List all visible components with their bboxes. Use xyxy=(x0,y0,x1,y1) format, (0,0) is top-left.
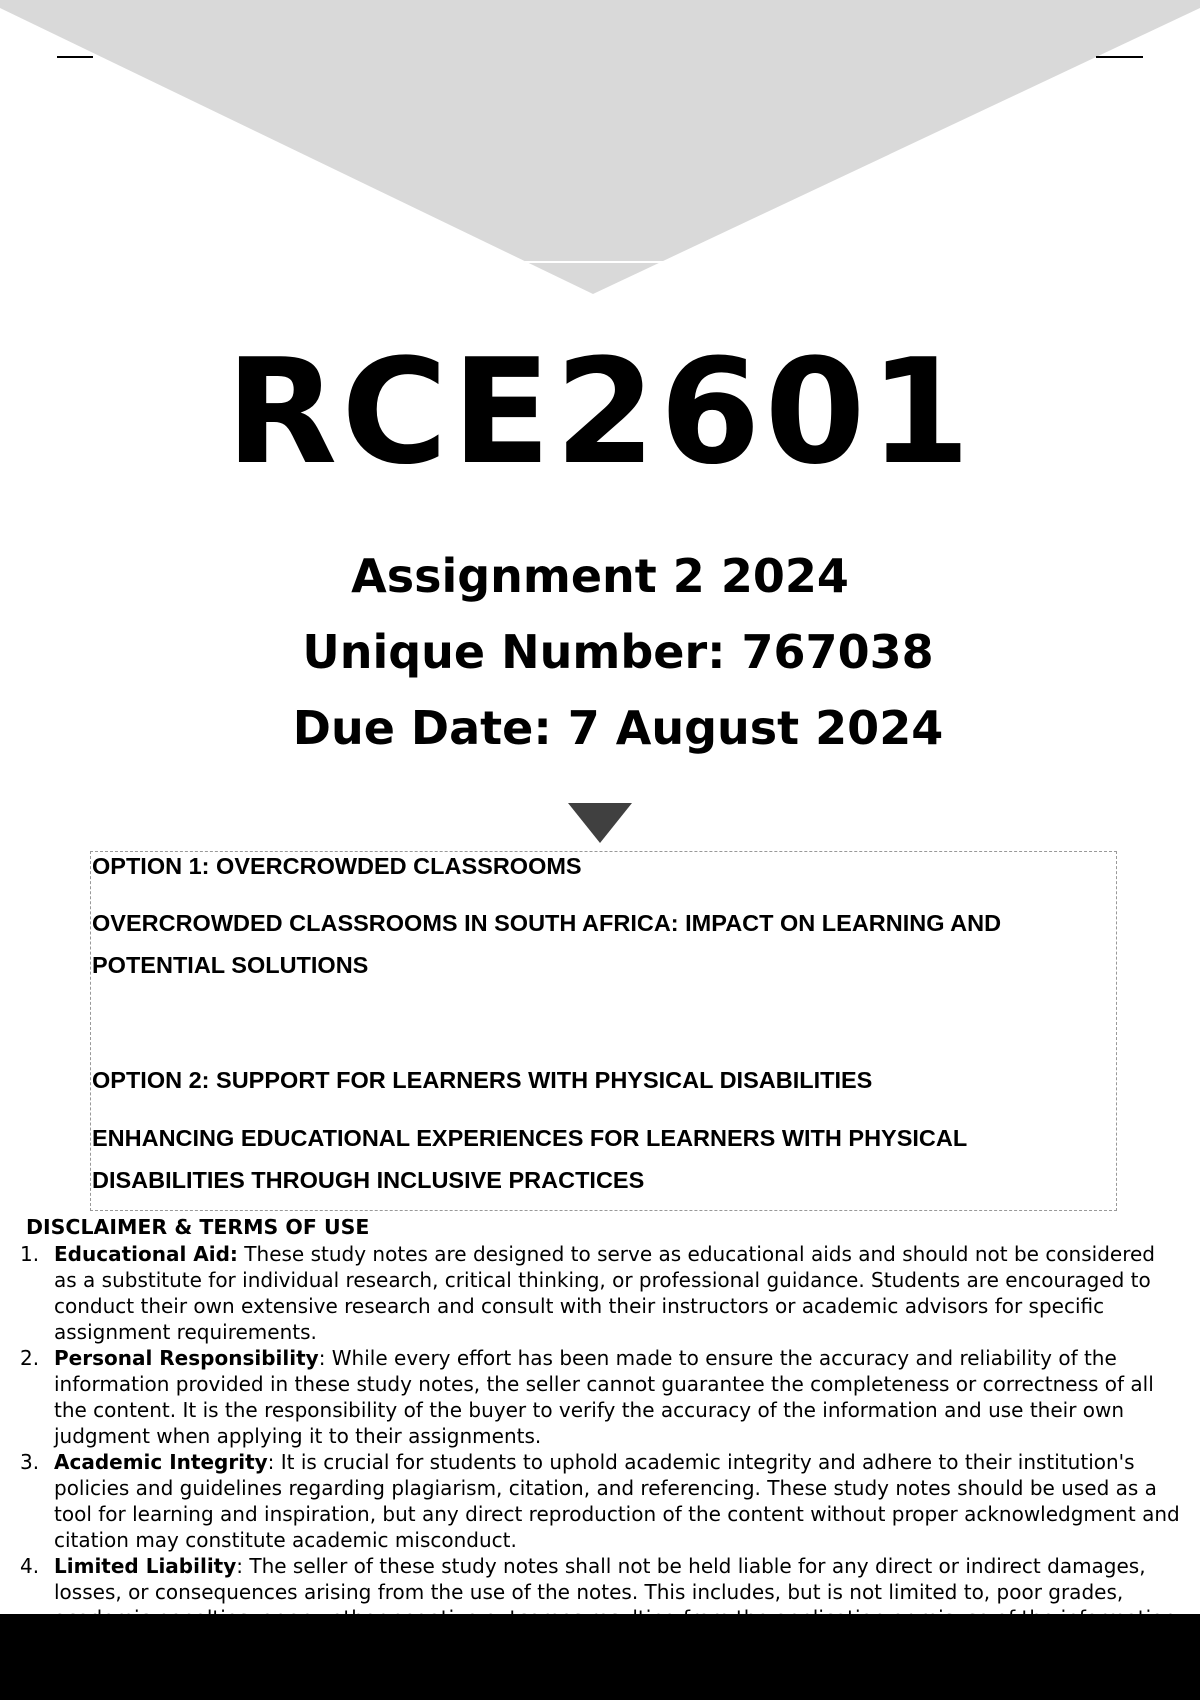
disclaimer-item-personal-responsibility xyxy=(0,1345,1200,1449)
option1-title-line1: OVERCROWDED CLASSROOMS IN SOUTH AFRICA: IMPACT ON LEARNING AND xyxy=(92,910,1002,936)
disclaimer-list xyxy=(0,1241,1200,1631)
list-number: 4. xyxy=(20,1554,40,1578)
header-rule-left xyxy=(57,56,93,58)
list-number: 1. xyxy=(20,1242,40,1266)
option2-title-line1: ENHANCING EDUCATIONAL EXPERIENCES FOR LEARNERS WITH PHYSICAL xyxy=(92,1125,968,1151)
options-box xyxy=(90,851,1117,1211)
disclaimer-item-educational-aid xyxy=(0,1241,1200,1345)
course-code-title: RCE2601 xyxy=(225,328,975,497)
due-date-label: Due Date: 7 August 2024 xyxy=(292,701,944,755)
disclaimer-term: Personal Responsibility xyxy=(54,1346,319,1370)
header-rule-right xyxy=(1096,56,1143,58)
bottom-black-bar xyxy=(0,1614,1200,1700)
disclaimer-term: Limited Liability xyxy=(54,1554,237,1578)
cover-chevron-banner xyxy=(0,0,1200,300)
option2-title-line2: DISABILITIES THROUGH INCLUSIVE PRACTICES xyxy=(92,1167,645,1193)
list-number: 3. xyxy=(20,1450,40,1474)
down-triangle-icon xyxy=(568,803,632,843)
disclaimer-title: DISCLAIMER & TERMS OF USE xyxy=(26,1215,370,1239)
disclaimer-text: : It is crucial for students to uphold academic integrity and adhere to their institution's policies and guidelines regarding plagiarism, citation, and referencing. These study notes should be used as a tool for learning and inspiration, but any direct reproduction of the content without proper acknowledgment and citation may constitute academic misconduct. xyxy=(54,1450,1180,1552)
assignment-label: Assignment 2 2024 xyxy=(351,549,849,603)
unique-number-label: Unique Number: 767038 xyxy=(302,625,934,679)
disclaimer-text: : The seller of these study notes shall not be held liable for any direct or indirect damages, losses, or consequences arising from the use of the notes. This includes, but is not limited to, poor grades, xyxy=(54,1554,1146,1604)
disclaimer-item-academic-integrity xyxy=(0,1449,1200,1553)
list-number: 2. xyxy=(20,1346,40,1370)
disclaimer-term: Educational Aid: xyxy=(54,1242,238,1266)
disclaimer-term: Academic Integrity xyxy=(54,1450,268,1474)
disclaimer-text: These study notes are designed to serve as educational aids and should not be considered as a substitute for individual research, critical thinking, or professional guidance. Students are encouraged to conduct their own extensive research and consult with their instructors or academic advisors for specific assignment requirements. xyxy=(54,1242,1155,1344)
option1-heading: OPTION 1: OVERCROWDED CLASSROOMS xyxy=(92,853,582,879)
option1-title-line2: POTENTIAL SOLUTIONS xyxy=(92,952,369,978)
option2-heading: OPTION 2: SUPPORT FOR LEARNERS WITH PHYSICAL DISABILITIES xyxy=(92,1067,873,1093)
disclaimer-text: : While every effort has been made to ensure the accuracy and reliability of the information provided in these study notes, the seller cannot guarantee the completeness or correctness of all the content. It is the responsibility of the buyer to verify the accuracy of the information and use their own judgment when applying it to their assignments. xyxy=(54,1346,1154,1448)
